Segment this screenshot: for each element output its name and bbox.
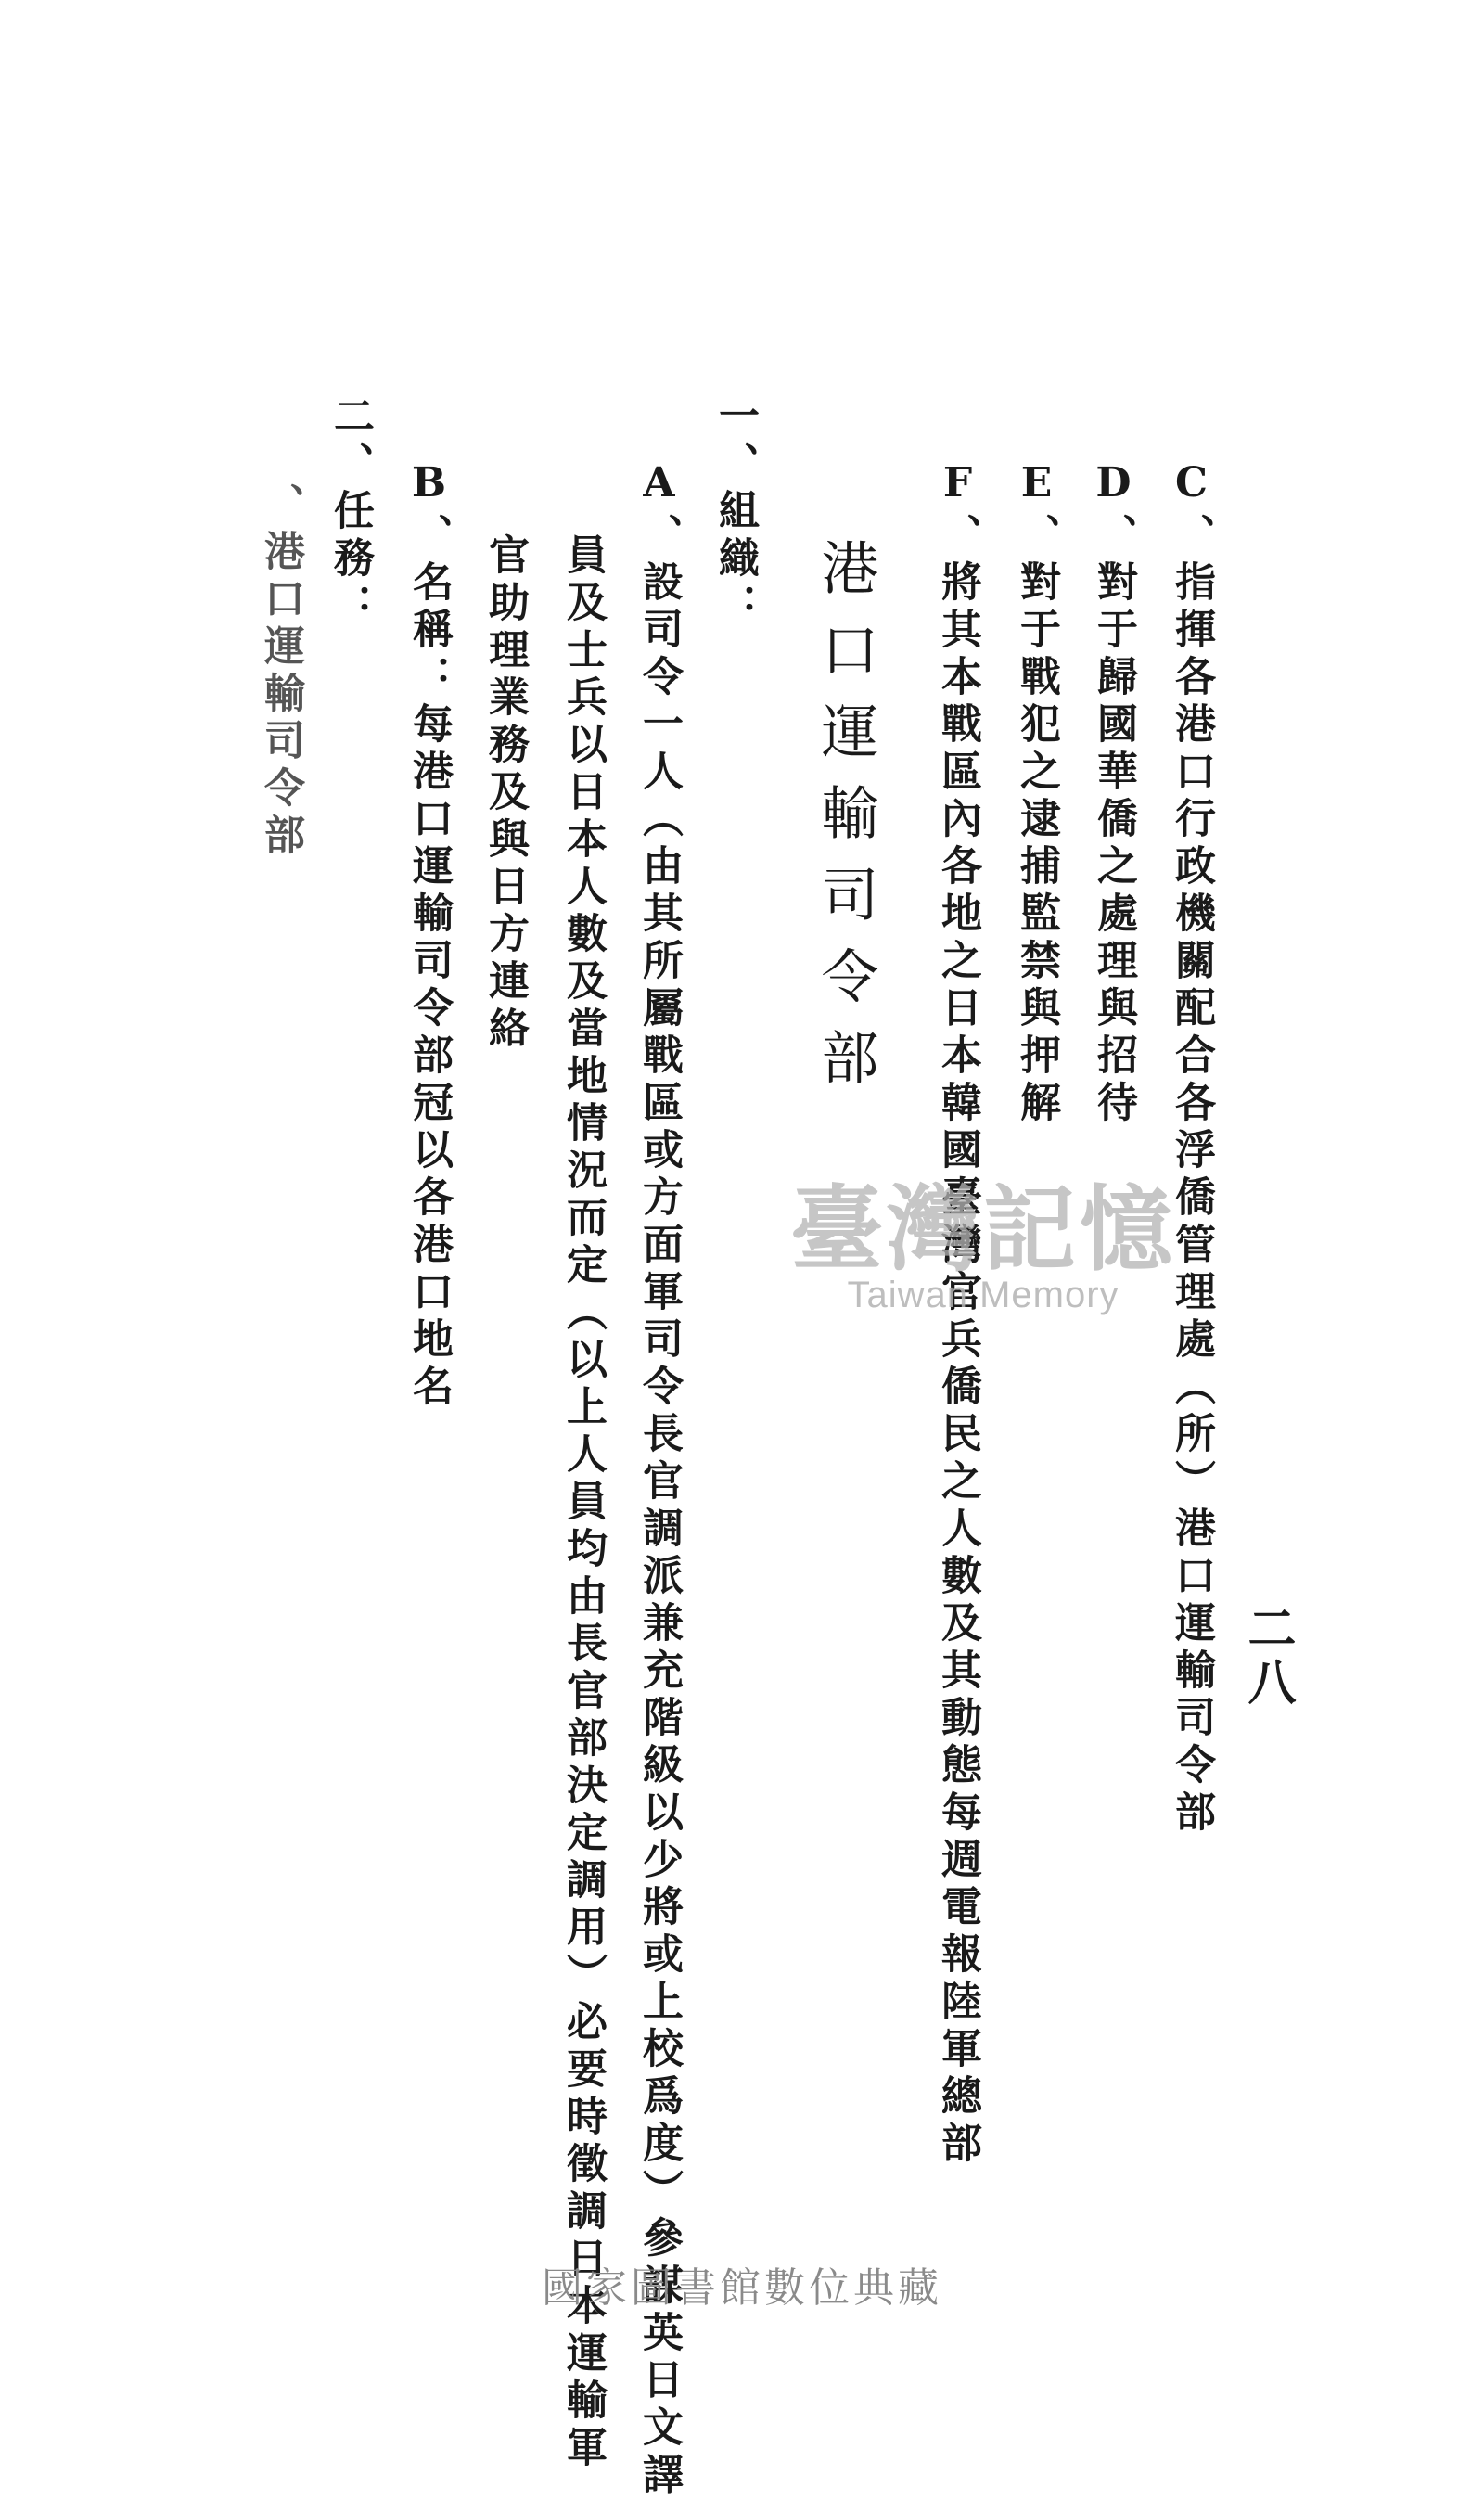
duties-partial-line: 、港口運輸司令部 <box>257 482 304 861</box>
item-a-line-3: 官助理業務及與日方連絡 <box>481 533 529 1054</box>
item-a-line-1: A、設司令一人（由其所屬戰區或方面軍司令長官調派兼充階級以少將或上校爲度）參謀英日文譯 <box>635 459 683 2500</box>
watermark-en-text: Taiwan Memory <box>847 1275 1119 1315</box>
item-b: B、名稱：每港口運輸司令部冠以各港口地名 <box>405 459 453 1412</box>
list-item-d: D、對于歸國華僑之處理與招待 <box>1090 459 1137 1128</box>
duties-heading: 二、任務： <box>326 394 374 631</box>
list-item-e: E、對于戰犯之逮捕監禁與押解 <box>1013 459 1060 1128</box>
list-item-f: F、將其本戰區內各地之日本韓國臺灣官兵僑民之人數及其動態每週電報陸軍總部 <box>934 459 981 2169</box>
taiwan-memory-watermark <box>742 1174 1224 1345</box>
watermark-cn-text: 臺灣記憶 <box>790 1174 1176 1284</box>
list-item-c: C、指揮各港口行政機關配合各浮僑管理處（所）港口運輸司令部 <box>1168 459 1215 1838</box>
page-number: 二八 <box>1239 1603 1296 1711</box>
footer-credit: 國家圖書館數位典藏 <box>542 2264 942 2312</box>
section-title: 港口運輸司令部 <box>812 538 879 1109</box>
organization-heading: 一、組織： <box>711 394 759 631</box>
item-a-line-2: 員及士兵以日本人數及當地情況而定（以上人員均由長官部決定調用）必要時徵調日本運輸軍 <box>559 533 607 2473</box>
